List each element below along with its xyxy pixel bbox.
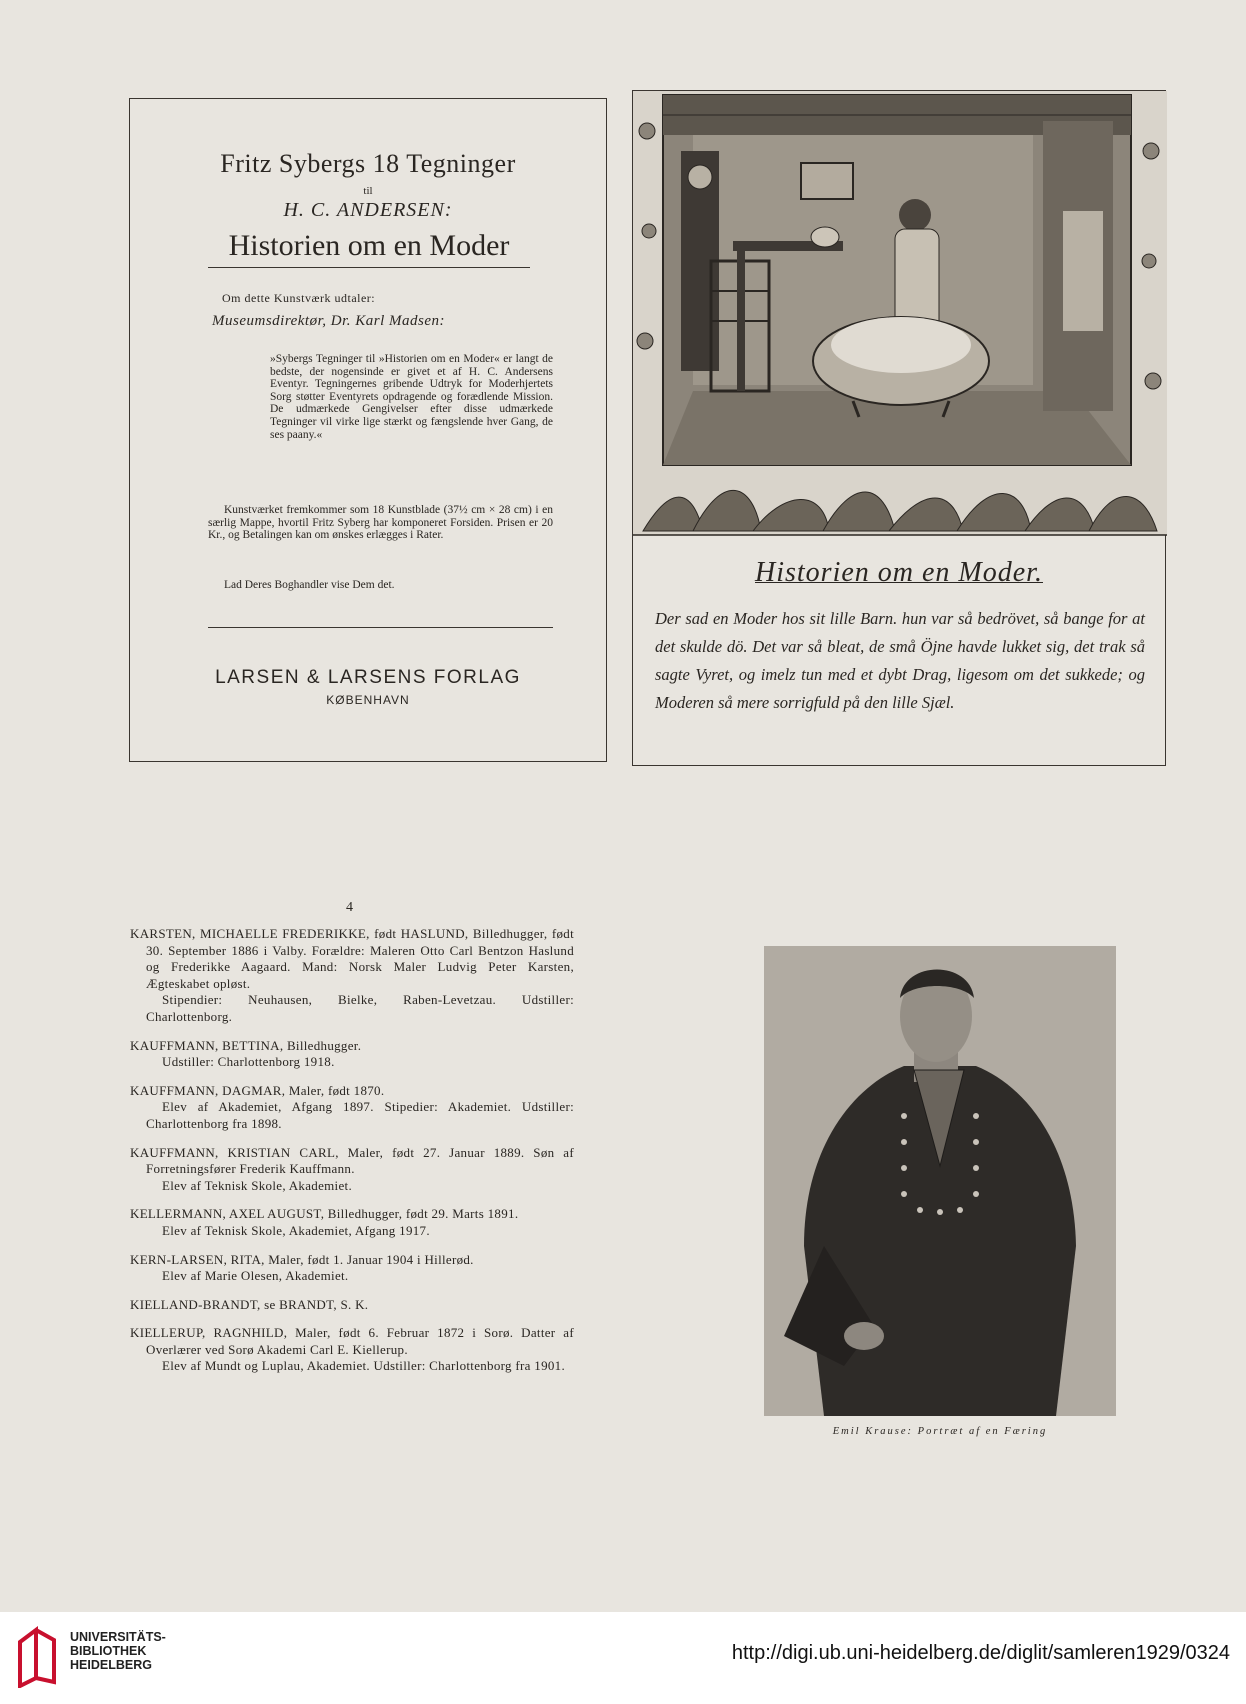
entry-line: KIELLERUP, RAGNHILD, Maler, født 6. Februar 1872 i Sorø. Datter af Overlærer ved Sorø Akademi Carl E. Kiellerup.: [130, 1325, 574, 1357]
handwritten-title: Historien om en Moder.: [755, 557, 1043, 588]
ad-critic: Museumsdirektør, Dr. Karl Madsen:: [212, 313, 446, 329]
directory-entry: [130, 1252, 574, 1285]
ad-publisher: LARSEN & LARSENS FORLAG: [215, 667, 521, 688]
entry-line: Elev af Akademiet, Afgang 1897. Stipedier: Akademiet. Udstiller: Charlottenborg fra 1898.: [146, 1099, 574, 1131]
ad-divider: [208, 627, 553, 628]
ad-title: Fritz Sybergs 18 Tegninger: [220, 149, 516, 178]
entry-line: KARSTEN, MICHAELLE FREDERIKKE, født HASLUND, Billedhugger, født 30. September 1886 i Valby. Forældre: Maleren Otto Carl Bentzon Haslund og Frederikke Aagaard. Mand: Norsk Maler Ludvig Peter Karsten, Ægteskabet opløst.: [130, 926, 574, 991]
ad-city: KØBENHAVN: [326, 693, 410, 707]
advertisement-box: [129, 98, 607, 762]
directory-entry: [130, 1297, 574, 1314]
entry-line: KAUFFMANN, DAGMAR, Maler, født 1870.: [130, 1082, 385, 1098]
source-url[interactable]: http://digi.ub.uni-heidelberg.de/diglit/samleren1929/0324: [731, 1642, 1230, 1664]
directory-entry: [130, 926, 574, 1026]
entry-line: KELLERMANN, AXEL AUGUST, Billedhugger, født 29. Marts 1891.: [130, 1206, 519, 1222]
entry-line: Elev af Teknisk Skole, Akademiet, Afgang 1917.: [162, 1222, 430, 1238]
library-name: [70, 1630, 166, 1672]
ad-til: til: [363, 185, 373, 197]
ad-quote: »Sybergs Tegninger til »Historien om en Moder« er langt de bedste, der nogensinde er givet et af H. C. Andersens Eventyr. Tegningernes gribende Udtryk for Moderhjertets Sorg støtter Eventyrets opdragende og forædlende Mission. De udmærkede Gengivelser efter disse udmærkede Tegninger vil virke lige stærkt og fængslende hver Gang, de ses paany.«: [270, 353, 553, 441]
footer-bar: [0, 1612, 1246, 1704]
photo-caption: Emil Krause: Portræt af en Færing: [832, 1426, 1048, 1437]
artist-directory: [130, 926, 574, 1387]
entry-line: Udstiller: Charlottenborg 1918.: [162, 1054, 335, 1070]
directory-entry: [130, 1083, 574, 1133]
entry-line: Elev af Teknisk Skole, Akademiet.: [162, 1177, 352, 1193]
directory-entry: [130, 1325, 574, 1375]
directory-entry: [130, 1145, 574, 1195]
entry-line: KERN-LARSEN, RITA, Maler, født 1. Januar 1904 i Hillerød.: [130, 1251, 474, 1267]
entry-line: KAUFFMANN, BETTINA, Billedhugger.: [130, 1037, 362, 1053]
ad-intro: Om dette Kunstværk udtaler:: [222, 291, 376, 305]
portrait-photo: [764, 946, 1116, 1416]
entry-line: Stipendier: Neuhausen, Bielke, Raben-Levetzau. Udstiller: Charlottenborg.: [146, 992, 574, 1024]
entry-line: Elev af Mundt og Luplau, Akademiet. Udstiller: Charlottenborg fra 1901.: [162, 1358, 566, 1374]
ad-author: H. C. ANDERSEN:: [283, 199, 453, 221]
page-number: 4: [346, 900, 353, 915]
directory-entry: [130, 1206, 574, 1239]
mother-figure: [899, 199, 931, 231]
entry-line: Elev af Marie Olesen, Akademiet.: [162, 1268, 349, 1284]
entry-line: KIELLAND-BRANDT, se BRANDT, S. K.: [130, 1296, 369, 1312]
ad-ask: Lad Deres Boghandler vise Dem det.: [224, 579, 395, 591]
library-name-line: HEIDELBERG: [70, 1658, 152, 1672]
illustration-box: [632, 90, 1166, 766]
portrait-drawing: [764, 946, 1116, 1416]
library-logo-icon: [14, 1626, 62, 1688]
library-name-line: UNIVERSITÄTS-: [70, 1630, 166, 1644]
library-name-line: BIBLIOTHEK: [70, 1644, 147, 1658]
ad-book-title: Historien om en Moder: [208, 229, 530, 268]
ad-details: Kunstværket fremkommer som 18 Kunstblade (37½ cm × 28 cm) i en særlig Mappe, hvortil Fritz Syberg har komponeret Forsiden. Prisen er 20 Kr., og Betalingen kan om ønskes erlægges i Rater.: [208, 504, 553, 542]
handwritten-text: Der sad en Moder hos sit lille Barn. hun var så bedrövet, så bange for at det skulde dö. Det var så bleat, de små Öjne havde lukket sig, det trak så sagte Vyret, og imelz tun med et dybt Drag, ligesom om det sukkede; og Moderen så mere sorrigfuld på den lille Sjæl.: [655, 609, 1145, 712]
directory-entry: [130, 1038, 574, 1071]
entry-line: KAUFFMANN, KRISTIAN CARL, Maler, født 27. Januar 1889. Søn af Forretningsfører Frederik Kauffmann.: [130, 1144, 574, 1177]
